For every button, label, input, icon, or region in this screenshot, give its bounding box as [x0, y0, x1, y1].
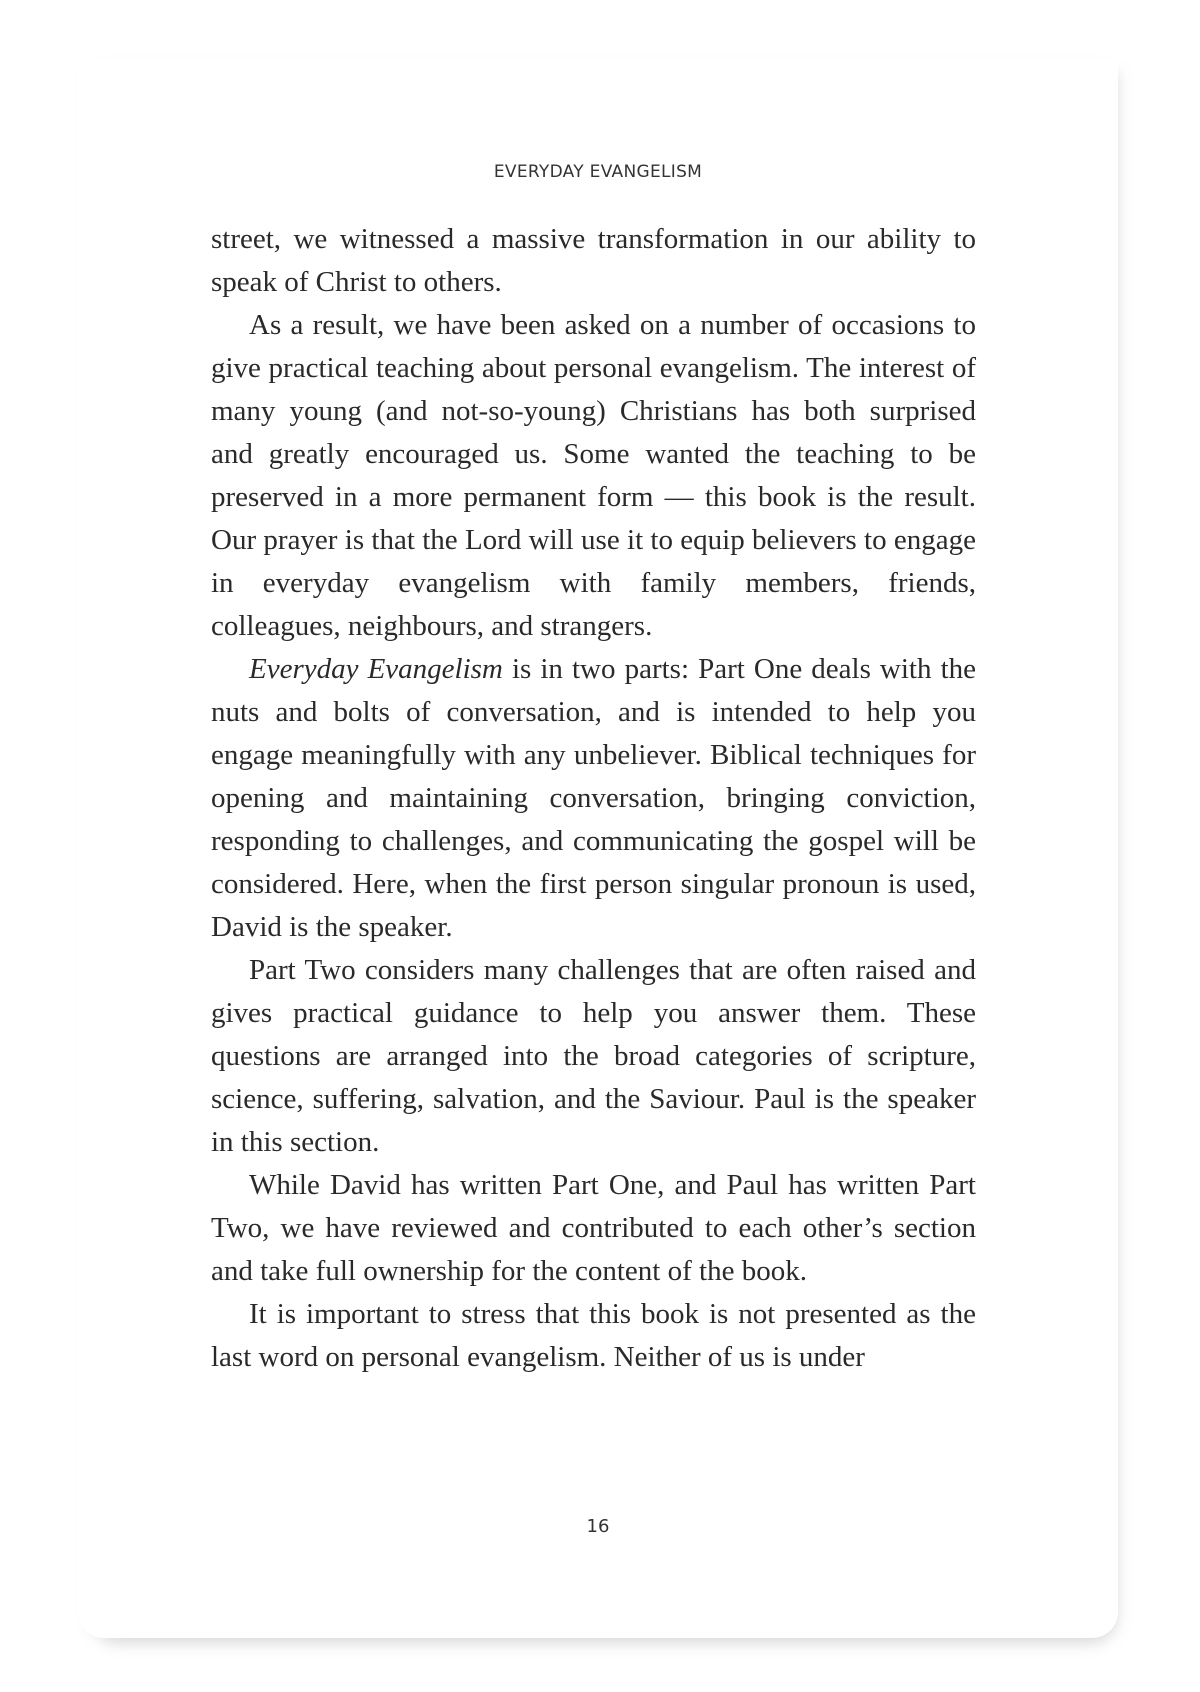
running-head: EVERYDAY EVANGELISM — [493, 162, 703, 182]
paragraph-continued: street, we witnessed a massive transformation in our ability to speak of Christ to others. — [211, 223, 976, 298]
paragraph: While David has written Part One, and Paul has written Part Two, we have reviewed and contributed to each other’s section and take full ownership for the content of the book. — [211, 1169, 976, 1287]
paragraph — [211, 648, 976, 949]
book-page — [78, 58, 1118, 1638]
paragraph: It is important to stress that this book is not presented as the last word on personal evangelism. Neither of us is under — [211, 1298, 976, 1373]
body-text — [211, 218, 976, 1379]
paragraph: As a result, we have been asked on a number of occasions to give practical teaching about personal evangelism. The interest of many young (and not-so-young) Christians has both surprised and greatly encouraged us. Some wanted the teaching to be preserved in a more permanent form — this book is the result. Our prayer is that the Lord will use it to equip believers to engage in everyday evangelism with family members, friends, colleagues, neighbours, and strangers. — [211, 309, 976, 642]
page-number: 16 — [586, 1516, 610, 1537]
paragraph-text: is in two parts: Part One deals with the nuts and bolts of conversation, and is intended to help you engage meaningfully with any unbeliever. Biblical techniques for opening and maintaining conversation, bringing conviction, responding to challenges, and communicating the gospel will be considered. Here, when the first person singular pronoun is used, David is the speaker. — [211, 653, 976, 943]
book-title-italic: Everyday Evangelism — [249, 653, 503, 685]
paragraph: Part Two considers many challenges that are often raised and gives practical guidance to help you answer them. These questions are arranged into the broad categories of scripture, science, suffering, salvation, and the Saviour. Paul is the speaker in this section. — [211, 954, 976, 1158]
